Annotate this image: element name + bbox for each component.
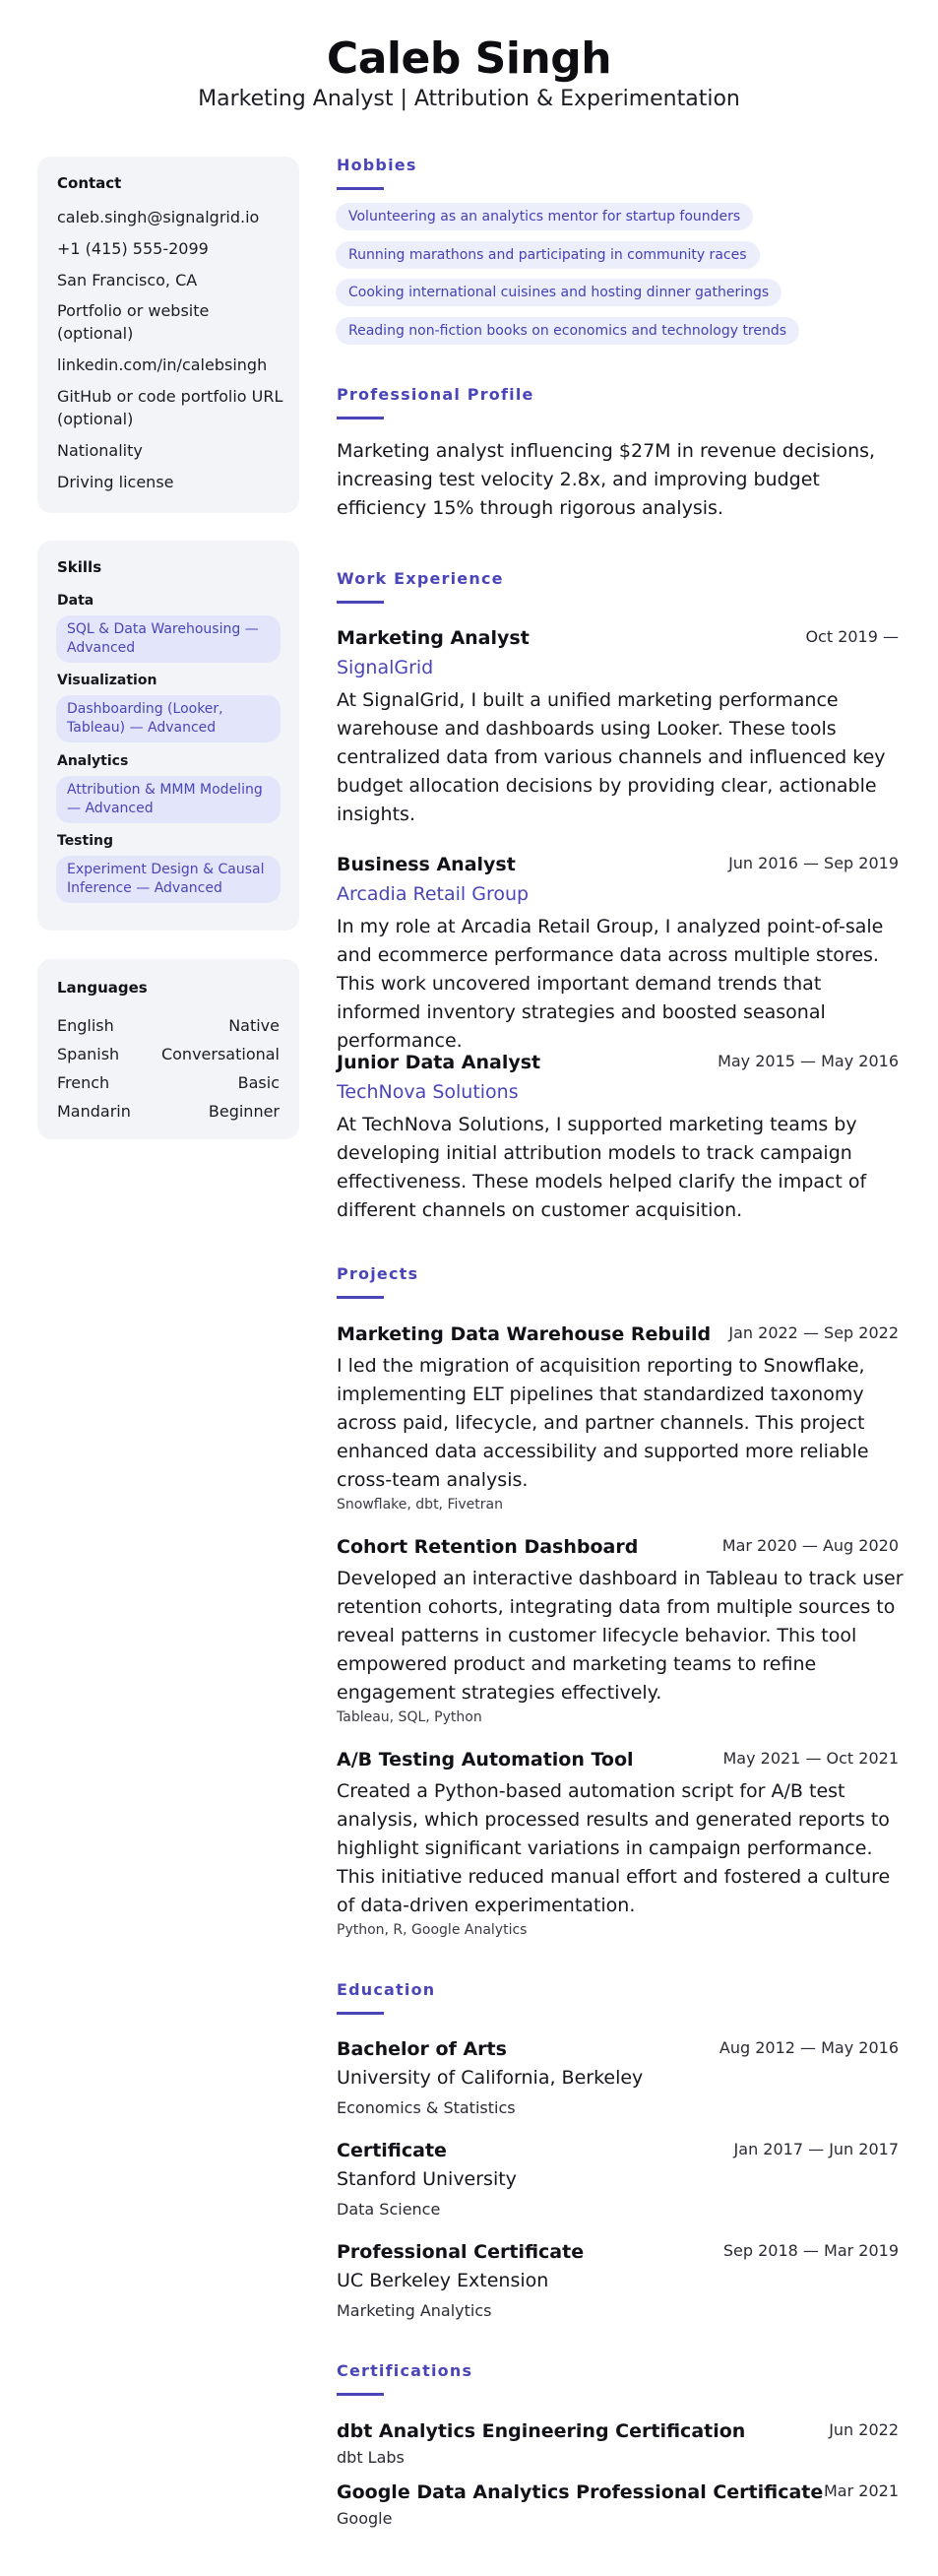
job-dates: Oct 2019 — xyxy=(805,627,899,646)
job-company: TechNova Solutions xyxy=(337,1081,519,1103)
skill-pill-data: SQL & Data Warehousing — Advanced xyxy=(56,615,281,663)
education-school: UC Berkeley Extension xyxy=(337,2270,549,2291)
contact-github[interactable]: GitHub or code portfolio URL (optional) xyxy=(57,387,283,428)
education-dates: Sep 2018 — Mar 2019 xyxy=(722,2241,899,2260)
education-degree: Professional Certificate xyxy=(337,2241,585,2263)
section-divider xyxy=(337,187,384,190)
contact-phone[interactable]: +1 (415) 555-2099 xyxy=(57,239,209,258)
candidate-name: Caleb Singh xyxy=(326,33,612,84)
section-divider xyxy=(337,601,384,604)
project-name: Marketing Data Warehouse Rebuild xyxy=(337,1323,712,1345)
project-dates: Mar 2020 — Aug 2020 xyxy=(721,1536,899,1555)
languages-title: Languages xyxy=(57,979,148,997)
certification-name: Google Data Analytics Professional Certificate xyxy=(337,2481,824,2503)
skill-pill-analytics: Attribution & MMM Modeling — Advanced xyxy=(56,776,281,823)
section-divider xyxy=(337,1296,384,1299)
language-level: Native xyxy=(228,1016,280,1035)
certification-issuer: Google xyxy=(337,2509,393,2528)
education-school: University of California, Berkeley xyxy=(337,2067,644,2089)
education-dates: Aug 2012 — May 2016 xyxy=(719,2038,899,2057)
education-field: Data Science xyxy=(337,2200,441,2219)
project-tags: Snowflake, dbt, Fivetran xyxy=(337,1497,503,1513)
experience-heading: Work Experience xyxy=(337,569,504,588)
projects-heading: Projects xyxy=(337,1264,419,1283)
hobby-pill: Running marathons and participating in community races xyxy=(336,241,760,269)
language-level: Conversational xyxy=(160,1045,280,1063)
hobby-pill: Volunteering as an analytics mentor for startup founders xyxy=(336,203,753,230)
contact-linkedin[interactable]: linkedin.com/in/calebsingh xyxy=(57,355,268,374)
section-divider xyxy=(337,2012,384,2015)
job-dates: Jun 2016 — Sep 2019 xyxy=(728,854,899,872)
hobby-pill: Cooking international cuisines and hosting dinner gatherings xyxy=(336,279,782,306)
contact-card xyxy=(37,157,299,513)
contact-driving-license: Driving license xyxy=(57,473,174,491)
skill-category-analytics: Analytics xyxy=(57,753,129,769)
certifications-heading: Certifications xyxy=(337,2361,473,2380)
education-degree: Bachelor of Arts xyxy=(337,2038,507,2060)
education-heading: Education xyxy=(337,1980,436,1999)
contact-email[interactable]: caleb.singh@signalgrid.io xyxy=(57,208,260,226)
certification-issuer: dbt Labs xyxy=(337,2448,405,2467)
language-name: Spanish xyxy=(57,1045,120,1063)
job-description: At TechNova Solutions, I supported marketing teams by developing initial attribution models to track campaign effectiveness. These models helped clarify the impact of different channels on customer acquisition. xyxy=(337,1114,867,1221)
contact-title: Contact xyxy=(57,174,122,192)
project-description: Created a Python-based automation script for A/B test analysis, which processed results and generated reports to highlight significant variations in campaign performance. This initiative reduced manual effort and fostered a culture of data-driven experimentation. xyxy=(337,1780,891,1916)
project-tags: Tableau, SQL, Python xyxy=(337,1709,482,1725)
candidate-headline: Marketing Analyst | Attribution & Experimentation xyxy=(198,87,740,111)
project-name: Cohort Retention Dashboard xyxy=(337,1536,639,1558)
project-tags: Python, R, Google Analytics xyxy=(337,1922,528,1938)
education-field: Marketing Analytics xyxy=(337,2301,492,2320)
language-name: Mandarin xyxy=(57,1102,131,1121)
profile-summary: Marketing analyst influencing $27M in revenue decisions, increasing test velocity 2.8x, and improving budget efficiency 15% through rigorous analysis. xyxy=(337,440,876,519)
language-level: Basic xyxy=(237,1073,280,1092)
skill-category-data: Data xyxy=(57,593,94,609)
hobbies-heading: Hobbies xyxy=(337,156,417,174)
project-description: I led the migration of acquisition reporting to Snowflake, implementing ELT pipelines that standardized taxonomy across paid, lifecycle, and partner channels. This project enhanced data accessibility and supported more reliable cross-team analysis. xyxy=(337,1355,869,1491)
certification-date: Jun 2022 xyxy=(829,2420,899,2439)
language-row xyxy=(57,1045,280,1063)
language-row xyxy=(57,1102,280,1121)
skill-category-testing: Testing xyxy=(57,833,113,849)
skill-category-visualization: Visualization xyxy=(57,673,157,688)
certification-name: dbt Analytics Engineering Certification xyxy=(337,2420,746,2442)
job-dates: May 2015 — May 2016 xyxy=(718,1052,899,1070)
job-title: Business Analyst xyxy=(337,854,516,875)
language-row xyxy=(57,1016,280,1035)
education-school: Stanford University xyxy=(337,2168,517,2190)
certification-date: Mar 2021 xyxy=(824,2481,899,2500)
job-company: SignalGrid xyxy=(337,657,434,678)
education-degree: Certificate xyxy=(337,2140,447,2161)
section-divider xyxy=(337,417,384,419)
skill-pill-testing: Experiment Design & Causal Inference — Advanced xyxy=(56,856,281,903)
profile-heading: Professional Profile xyxy=(337,385,534,404)
language-row xyxy=(57,1073,280,1092)
job-title: Junior Data Analyst xyxy=(337,1052,541,1073)
skills-card xyxy=(37,541,299,931)
contact-nationality: Nationality xyxy=(57,441,143,460)
project-name: A/B Testing Automation Tool xyxy=(337,1749,634,1771)
skill-pill-visualization: Dashboarding (Looker, Tableau) — Advanced xyxy=(56,695,281,742)
education-field: Economics & Statistics xyxy=(337,2098,516,2117)
education-dates: Jan 2017 — Jun 2017 xyxy=(733,2140,899,2158)
project-description: Developed an interactive dashboard in Tableau to track user retention cohorts, integrating data from multiple sources to reveal patterns in customer lifecycle behavior. This tool empowered product and marketing teams to refine engagement strategies effectively. xyxy=(337,1568,904,1704)
language-level: Beginner xyxy=(208,1102,280,1121)
hobby-pill: Reading non-fiction books on economics and technology trends xyxy=(336,317,799,345)
job-description: In my role at Arcadia Retail Group, I analyzed point-of-sale and ecommerce performance data across multiple stores. This work uncovered important demand trends that informed inventory strategies and boosted seasonal performance. xyxy=(337,916,884,1052)
job-title: Marketing Analyst xyxy=(337,627,530,649)
job-company: Arcadia Retail Group xyxy=(337,883,530,905)
language-name: French xyxy=(57,1073,110,1092)
skills-title: Skills xyxy=(57,558,102,576)
contact-portfolio[interactable]: Portfolio or website (optional) xyxy=(57,301,210,343)
languages-card xyxy=(37,959,299,1139)
section-divider xyxy=(337,2393,384,2396)
contact-location: San Francisco, CA xyxy=(57,271,198,290)
project-dates: Jan 2022 — Sep 2022 xyxy=(728,1323,899,1342)
language-name: English xyxy=(57,1016,114,1035)
job-description: At SignalGrid, I built a unified marketing performance warehouse and dashboards using Looker. These tools centralized data from various channels and influenced key budget allocation decisions by providing clear, actionable insights. xyxy=(337,689,886,825)
project-dates: May 2021 — Oct 2021 xyxy=(722,1749,899,1768)
